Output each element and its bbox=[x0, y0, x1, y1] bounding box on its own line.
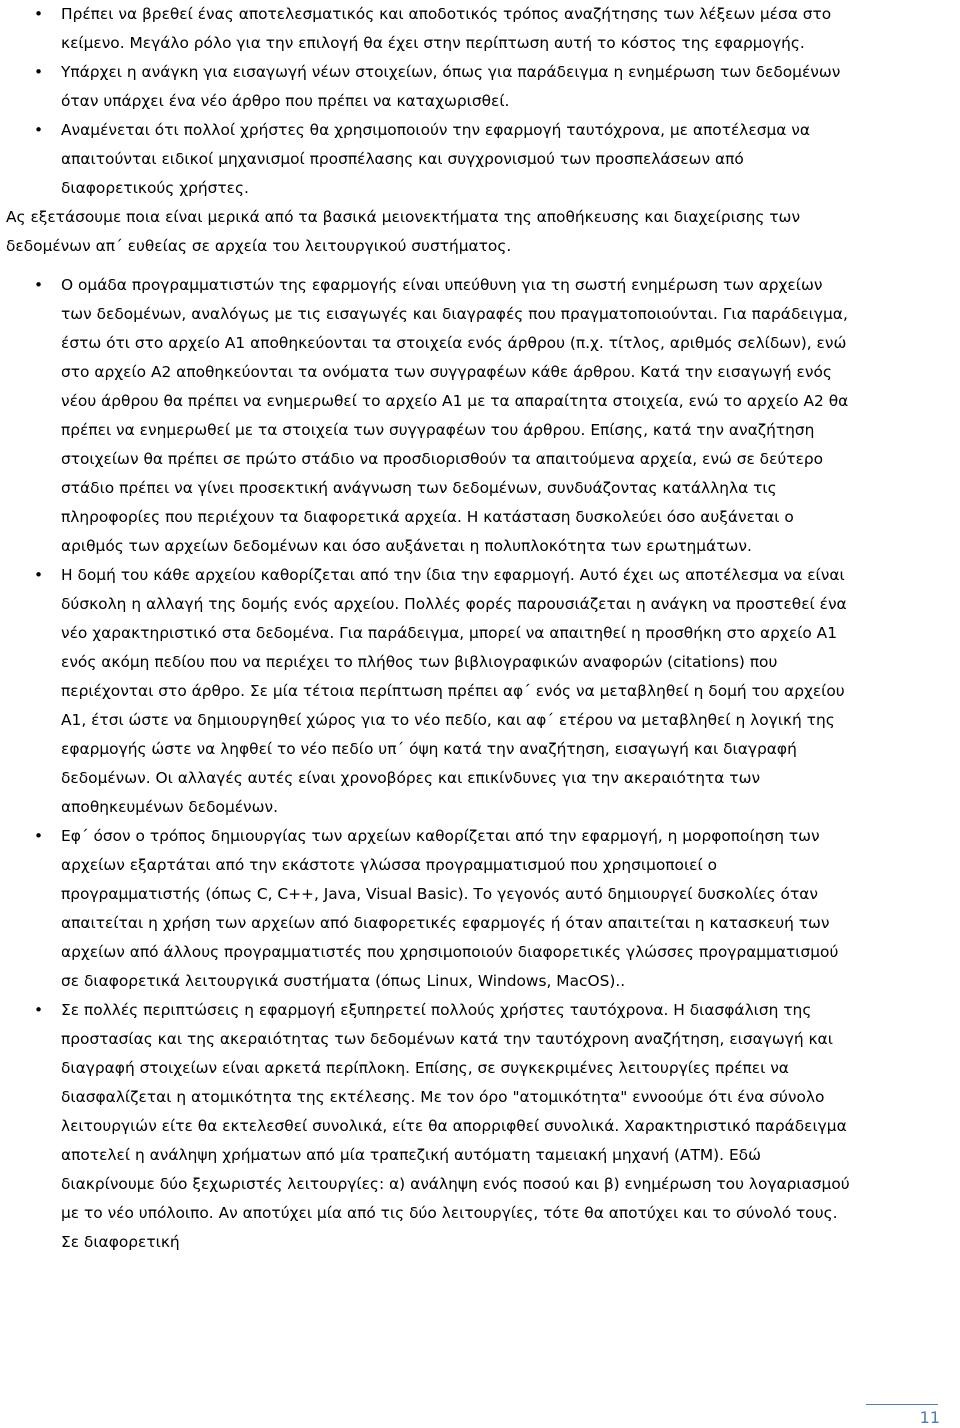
list-item: • Υπάρχει η ανάγκη για εισαγωγή νέων στοιχείων, όπως για παράδειγμα η ενημέρωση των δεδομένων όταν υπάρχει ένα νέο άρθρο που πρέπει να καταχωρισθεί. bbox=[6, 58, 852, 116]
list-item: • Ο ομάδα προγραμματιστών της εφαρμογής είναι υπεύθυνη για τη σωστή ενημέρωση των αρχείων των δεδομένων, αναλόγως με τις εισαγωγές και διαγραφές που πραγματοποιούνται. Για παράδειγμα, έστω ότι στο αρχείο Α1 αποθηκεύονται τα στοιχεία ενός άρθρου (π.χ. τίτλος, αριθμός σελίδων), ενώ στο αρχείο Α2 αποθηκεύονται τα ονόματα των συγγραφέων κάθε άρθρου. Κατά την εισαγωγή ενός νέου άρθρου θα πρέπει να ενημερωθεί το αρχείο Α1 με τα απαραίτητα στοιχεία, ενώ το αρχείο Α2 θα πρέπει να ενημερωθεί με τα στοιχεία των συγγραφέων του άρθρου. Επίσης, κατά την αναζήτηση στοιχείων θα πρέπει σε πρώτο στάδιο να προσδιορισθούν τα απαιτούμενα αρχεία, ενώ σε δεύτερο στάδιο πρέπει να γίνει προσεκτική ανάγνωση των δεδομένων, συνδυάζοντας κατάλληλα τις πληροφορίες που περιέχουν τα διαφορετικά αρχεία. Η κατάσταση δυσκολεύει όσο αυξάνεται ο αριθμός των αρχείων δεδομένων και όσο αυξάνεται η πολυπλοκότητα των ερωτημάτων. bbox=[6, 271, 852, 561]
bullet-list-bottom bbox=[6, 271, 852, 1257]
list-item: • Εφ΄ όσον ο τρόπος δημιουργίας των αρχείων καθορίζεται από την εφαρμογή, η μορφοποίηση των αρχείων εξαρτάται από την εκάστοτε γλώσσα προγραμματισμού που χρησιμοποιεί ο προγραμματιστής (όπως C, C++, Java, Visual Basic). Το γεγονός αυτό δημιουργεί δυσκολίες όταν απαιτείται η χρήση των αρχείων από διαφορετικές εφαρμογές ή όταν απαιτείται η κατασκευή των αρχείων από άλλους προγραμματιστές που χρησιμοποιούν διαφορετικές γλώσσες προγραμματισμού σε διαφορετικά λειτουργικά συστήματα (όπως Linux, Windows, MacOS).. bbox=[6, 822, 852, 996]
list-item: • Σε πολλές περιπτώσεις η εφαρμογή εξυπηρετεί πολλούς χρήστες ταυτόχρονα. Η διασφάλιση της προστασίας και της ακεραιότητας των δεδομένων κατά την ταυτόχρονη αναζήτηση, εισαγωγή και διαγραφή στοιχείων είναι αρκετά περίπλοκη. Επίσης, σε συγκεκριμένες λειτουργίες πρέπει να διασφαλίζεται η ατομικότητα της εκτέλεσης. Με τον όρο "ατομικότητα" εννοούμε ότι ένα σύνολο λειτουργιών είτε θα εκτελεσθεί συνολικά, είτε θα απορριφθεί συνολικά. Χαρακτηριστικό παράδειγμα αποτελεί η ανάληψη χρήματων από μία τραπεζική αυτόματη ταμειακή μηχανή (ΑΤΜ). Εδώ διακρίνουμε δύο ξεχωριστές λειτουργίες: α) ανάληψη ενός ποσού και β) ενημέρωση του λογαριασμού με το νέο υπόλοιπο. Αν αποτύχει μία από τις δύο λειτουργίες, τότε θα αποτύχει και το σύνολό τους. Σε διαφορετική bbox=[6, 996, 852, 1257]
document-body bbox=[6, 0, 852, 1257]
footer-divider bbox=[866, 1404, 938, 1405]
page-number: 11 bbox=[919, 1408, 940, 1427]
bullet-list-top bbox=[6, 0, 852, 203]
list-item: • Αναμένεται ότι πολλοί χρήστες θα χρησιμοποιούν την εφαρμογή ταυτόχρονα, με αποτέλεσμα να απαιτούνται ειδικοί μηχανισμοί προσπέλασης και συγχρονισμού των προσπελάσεων από διαφορετικούς χρήστες. bbox=[6, 116, 852, 203]
list-item: • Η δομή του κάθε αρχείου καθορίζεται από την ίδια την εφαρμογή. Αυτό έχει ως αποτέλεσμα να είναι δύσκολη η αλλαγή της δομής ενός αρχείου. Πολλές φορές παρουσιάζεται η ανάγκη να προστεθεί ένα νέο χαρακτηριστικό στα δεδομένα. Για παράδειγμα, μπορεί να απαιτηθεί η προσθήκη στο αρχείο Α1 ενός ακόμη πεδίου που να περιέχει το πλήθος των βιβλιογραφικών αναφορών (citations) που περιέχονται στο άρθρο. Σε μία τέτοια περίπτωση πρέπει αφ΄ ενός να μεταβληθεί η δομή του αρχείου Α1, έτσι ώστε να δημιουργηθεί χώρος για το νέο πεδίο, και αφ΄ ετέρου να μεταβληθεί η λογική της εφαρμογής ώστε να ληφθεί το νέο πεδίο υπ΄ όψη κατά την αναζήτηση, εισαγωγή και διαγραφή δεδομένων. Οι αλλαγές αυτές είναι χρονοβόρες και επικίνδυνες για την ακεραιότητα των αποθηκευμένων δεδομένων. bbox=[6, 561, 852, 822]
list-item: • Πρέπει να βρεθεί ένας αποτελεσματικός και αποδοτικός τρόπος αναζήτησης των λέξεων μέσα στο κείμενο. Μεγάλο ρόλο για την επιλογή θα έχει στην περίπτωση αυτή το κόστος της εφαρμογής. bbox=[6, 0, 852, 58]
intro-paragraph: Ας εξετάσουμε ποια είναι μερικά από τα βασικά μειονεκτήματα της αποθήκευσης και διαχείρισης των δεδομένων απ΄ ευθείας σε αρχεία του λειτουργικού συστήματος. bbox=[6, 208, 801, 255]
